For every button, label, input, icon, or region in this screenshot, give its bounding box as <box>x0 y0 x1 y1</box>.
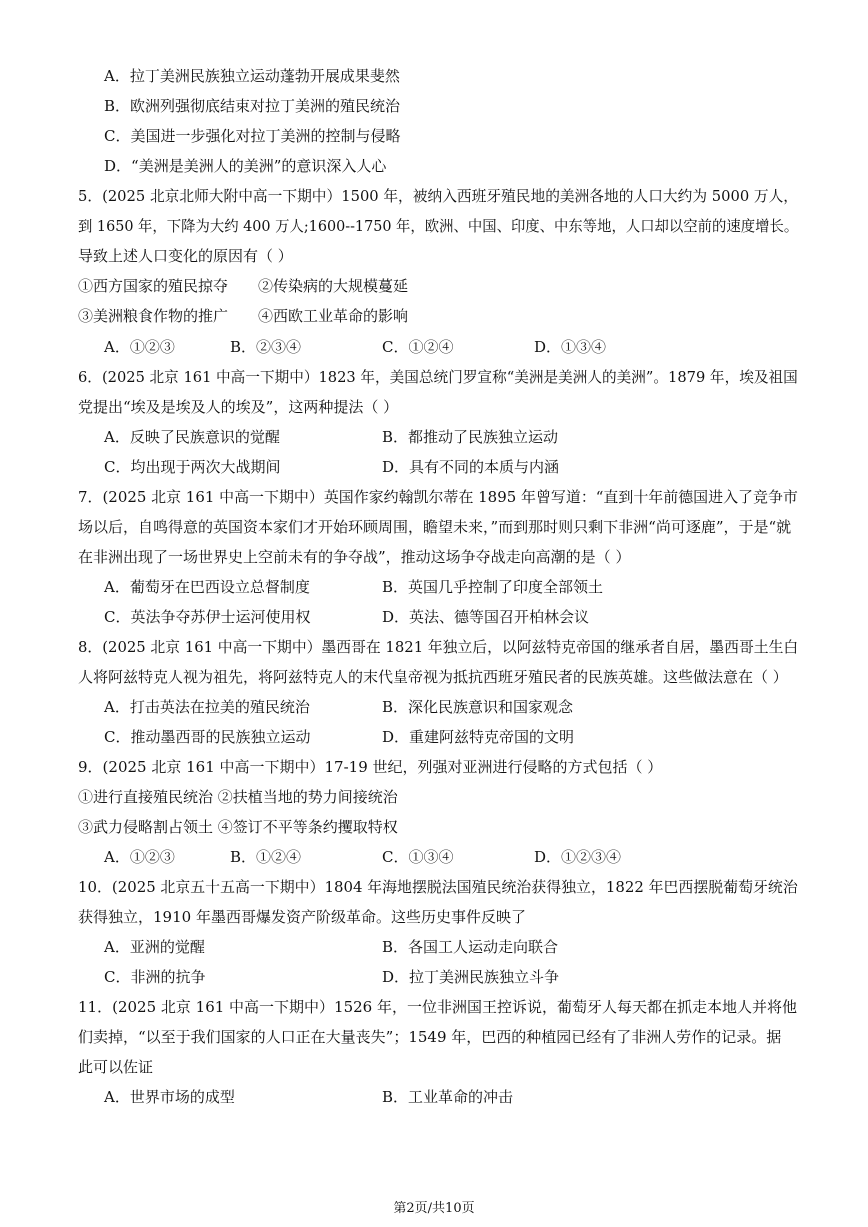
q6-stem-line: 6．(2025 北京 161 中高一下期中）1823 年，美国总统门罗宣称“美洲是美洲人的美洲”。1879 年，埃及祖国 <box>78 368 798 386</box>
q9-option-b: B．①②④ <box>230 848 302 866</box>
q10-option-c: C．非洲的抗争 <box>104 968 206 986</box>
q4-option-c: C．美国进一步强化对拉丁美洲的控制与侵略 <box>104 127 401 145</box>
q7-option-a: A．葡萄牙在巴西设立总督制度 <box>104 578 310 596</box>
q11-stem-line: 们卖掉，“以至于我们国家的人口正在大量丧失”；1549 年，巴西的种植园已经有了非洲人劳作的记录。据 <box>78 1028 782 1046</box>
q10-option-d: D．拉丁美洲民族独立斗争 <box>382 968 560 986</box>
q7-stem-line: 7．(2025 北京 161 中高一下期中）英国作家约翰凯尔蒂在 1895 年曾写道：“直到十年前德国进入了竞争市 <box>78 488 798 506</box>
q8-option-d: D．重建阿兹特克帝国的文明 <box>382 728 575 746</box>
q7-option-c: C．英法争夺苏伊士运河使用权 <box>104 608 311 626</box>
q8-option-b: B．深化民族意识和国家观念 <box>382 698 574 716</box>
q4-option-d: D．“美洲是美洲人的美洲”的意识深入人心 <box>104 157 387 175</box>
q6-option-b: B．都推动了民族独立运动 <box>382 428 559 446</box>
q5-option-d: D．①③④ <box>534 338 607 356</box>
q7-option-d: D．英法、德等国召开柏林会议 <box>382 608 590 626</box>
q9-stem-line: 9．(2025 北京 161 中高一下期中）17-19 世纪，列强对亚洲进行侵略的方式包括（ ） <box>78 758 663 776</box>
q8-stem-line: 人将阿兹特克人视为祖先，将阿兹特克人的末代皇帝视为抵抗西班牙殖民者的民族英雄。这些做法意在（ ） <box>78 668 788 686</box>
q4-option-a: A．拉丁美洲民族独立运动蓬勃开展成果斐然 <box>104 67 400 85</box>
q8-option-c: C．推动墨西哥的民族独立运动 <box>104 728 311 746</box>
q6-option-d: D．具有不同的本质与内涵 <box>382 458 560 476</box>
page-number: 第2页/共10页 <box>393 1201 475 1216</box>
q11-stem-line: 此可以佐证 <box>78 1058 154 1076</box>
q11-option-a: A．世界市场的成型 <box>104 1088 235 1106</box>
q10-option-a: A．亚洲的觉醒 <box>104 938 205 956</box>
q5-statement-line: ①西方国家的殖民掠夺 ②传染病的大规模蔓延 <box>78 277 409 295</box>
q11-option-b: B．工业革命的冲击 <box>382 1088 514 1106</box>
q7-stem-line: 在非洲出现了一场世界史上空前未有的争夺战”，推动这场争夺战走向高潮的是（ ） <box>78 548 631 566</box>
q8-stem-line: 8．(2025 北京 161 中高一下期中）墨西哥在 1821 年独立后，以阿兹特克帝国的继承者自居，墨西哥土生白 <box>78 638 799 656</box>
q10-option-b: B．各国工人运动走向联合 <box>382 938 559 956</box>
q5-option-a: A．①②③ <box>104 338 175 356</box>
q9-option-d: D．①②③④ <box>534 848 622 866</box>
q4-option-b: B．欧洲列强彻底结束对拉丁美洲的殖民统治 <box>104 97 401 115</box>
q5-stem-line: 5．(2025 北京北师大附中高一下期中）1500 年，被纳入西班牙殖民地的美洲各地的人口大约为 5000 万人， <box>78 187 798 205</box>
q9-option-c: C．①③④ <box>382 848 454 866</box>
q5-stem-line: 导致上述人口变化的原因有（ ） <box>78 247 293 265</box>
q5-option-b: B．②③④ <box>230 338 302 356</box>
q7-stem-line: 场以后，自鸣得意的英国资本家们才开始环顾周围，瞻望未来，”而到那时则只剩下非洲“尚可逐鹿”，于是“就 <box>78 518 792 536</box>
q5-stem-line: 到 1650 年，下降为大约 400 万人;1600--1750 年，欧洲、中国、印度、中东等地，人口却以空前的速度增长。 <box>78 217 799 235</box>
q6-stem-line: 党提出“埃及是埃及人的埃及”，这两种提法（ ） <box>78 398 399 416</box>
q5-option-c: C．①②④ <box>382 338 454 356</box>
q10-stem-line: 获得独立，1910 年墨西哥爆发资产阶级革命。这些历史事件反映了 <box>78 908 526 926</box>
q5-statement-line: ③美洲粮食作物的推广 ④西欧工业革命的影响 <box>78 307 409 325</box>
q10-stem-line: 10．(2025 北京五十五高一下期中）1804 年海地摆脱法国殖民统治获得独立，1822 年巴西摆脱葡萄牙统治 <box>78 878 798 896</box>
q6-option-c: C．均出现于两次大战期间 <box>104 458 281 476</box>
q8-option-a: A．打击英法在拉美的殖民统治 <box>104 698 310 716</box>
q9-statement-line: ①进行直接殖民统治 ②扶植当地的势力间接统治 <box>78 788 398 806</box>
q6-option-a: A．反映了民族意识的觉醒 <box>104 428 280 446</box>
q7-option-b: B．英国几乎控制了印度全部领土 <box>382 578 604 596</box>
q9-statement-line: ③武力侵略割占领土 ④签订不平等条约攫取特权 <box>78 818 398 836</box>
q9-option-a: A．①②③ <box>104 848 175 866</box>
q11-stem-line: 11．(2025 北京 161 中高一下期中）1526 年，一位非洲国王控诉说，葡萄牙人每天都在抓走本地人并将他 <box>78 998 797 1016</box>
